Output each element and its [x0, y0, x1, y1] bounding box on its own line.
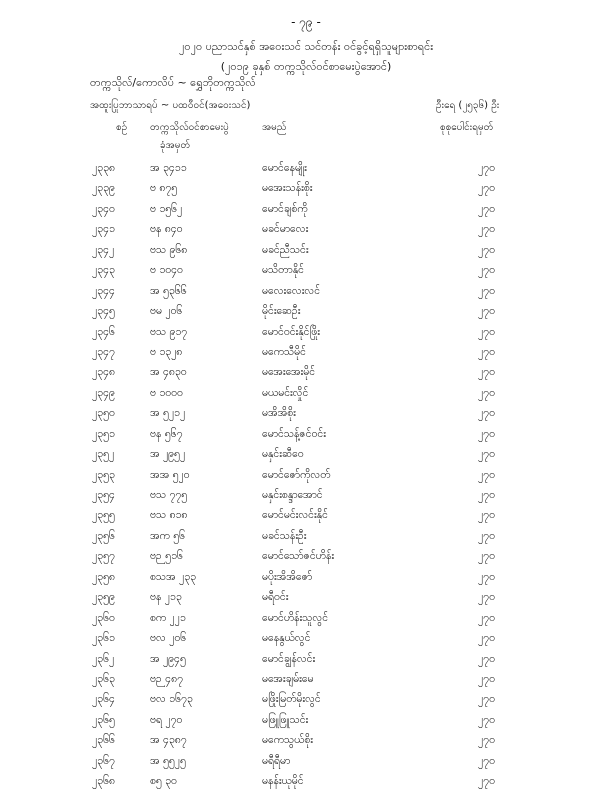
- roll-number: အ ၂၉၅၂: [150, 448, 186, 461]
- total-marks: ၂၇၀: [478, 550, 495, 563]
- student-name: မနှင်းစန္ဒာအောင်: [262, 489, 323, 501]
- roll-number: ဗ ၁၀၀၀: [150, 386, 183, 399]
- roll-number: ဗဉ ၅၁၆: [150, 550, 183, 563]
- student-name: မောင်ဝင်းနိုင်ဖြိုး: [262, 325, 320, 338]
- total-marks: ၂၇၀: [478, 407, 495, 420]
- row-number: ၂၃၄၄: [92, 284, 115, 297]
- student-name: မောင်နေမျိုး: [262, 162, 307, 174]
- total-marks: ၂၇၀: [478, 366, 495, 379]
- page-number: - ၇၉ -: [291, 15, 321, 29]
- row-number: ၂၃၃၉: [92, 182, 115, 195]
- total-marks: ၂၇၀: [478, 202, 495, 215]
- table-row: [0, 260, 612, 280]
- results-table: [0, 158, 612, 792]
- total-marks: ၂၇၀: [478, 652, 495, 665]
- document-subtitle: (၂၀၁၉ ခုနှစ် တက္ကသိုလ်ဝင်စာမေးပွဲအောင်): [220, 60, 392, 73]
- row-number: ၂၃၄၉: [92, 386, 115, 399]
- total-marks: ၂၇၀: [478, 775, 495, 788]
- table-row: [0, 403, 612, 423]
- student-name: မပိုးအိအိဇော်: [262, 570, 313, 583]
- roll-number: ဗသ ၉၁၇: [150, 325, 188, 338]
- row-number: ၂၃၃၈: [92, 162, 115, 174]
- roll-number: ဗလ ၁၆၇၃: [150, 693, 193, 706]
- row-number: ၂၃၆၇: [92, 754, 115, 767]
- total-marks: ၂၇၀: [478, 427, 495, 440]
- table-row: [0, 771, 612, 791]
- table-row: [0, 730, 612, 750]
- total-marks: ၂၇၀: [478, 264, 495, 277]
- student-name: မရီရီမာ: [262, 754, 291, 767]
- roll-number: အ ၃၄၁၁: [150, 162, 187, 174]
- student-name: မောင်သော်ဇင်ဟိန်း: [262, 550, 335, 563]
- roll-number: စ၅ ၃၀: [150, 775, 177, 788]
- row-number: ၂၃၄၂: [92, 243, 115, 256]
- student-name: မယမင်းလှိုင်: [262, 386, 309, 399]
- document-title: ၂၀၂၀ ပညာသင်နှစ် အဝေးသင် သင်တန်း ဝင်ခွင့်ရရှိသူများစာရင်း: [178, 40, 433, 53]
- student-name: မအေးချမ်းမေ: [262, 672, 314, 685]
- total-marks: ၂၇၀: [478, 591, 495, 604]
- roll-number: ဗရ ၂၇၀: [150, 713, 183, 726]
- roll-number: ဗသ ၇၇၅: [150, 489, 188, 501]
- table-row: [0, 567, 612, 587]
- table-row: [0, 587, 612, 607]
- row-number: ၂၃၄၆: [92, 325, 115, 338]
- row-number: ၂၃၅၇: [92, 550, 115, 563]
- student-name: မအိအိစိုး: [262, 407, 296, 420]
- table-row: [0, 505, 612, 525]
- row-number: ၂၃၄၀: [92, 202, 115, 215]
- row-number: ၂၃၅၄: [92, 489, 115, 501]
- row-number: ၂၃၅၂: [92, 448, 115, 461]
- roll-number: အ ၅၅၂၅: [150, 754, 186, 767]
- roll-number: အအ ၅၂၀: [150, 468, 190, 481]
- column-header-roll-sub: ခုံအမှတ်: [160, 140, 191, 151]
- student-name: မောင်ဇော်ကိုလတ်: [262, 468, 331, 481]
- student-name: မခင်မာလေး: [262, 223, 309, 236]
- table-row: [0, 526, 612, 546]
- roll-number: စက ၂၂၁: [150, 611, 186, 624]
- table-row: [0, 608, 612, 628]
- table-row: [0, 485, 612, 505]
- table-row: [0, 383, 612, 403]
- table-row: [0, 649, 612, 669]
- column-header-roll: တက္ကသိုလ်ဝင်စာမေးပွဲ: [150, 122, 229, 133]
- roll-number: ဗ ၁၃၂၈: [150, 345, 183, 358]
- row-number: ၂၃၅၅: [92, 509, 115, 522]
- table-row: [0, 301, 612, 321]
- total-marks: ၂၇၀: [478, 570, 495, 583]
- total-marks: ၂၇၀: [478, 693, 495, 706]
- table-row: [0, 199, 612, 219]
- table-row: [0, 444, 612, 464]
- student-name: မောင်ချွန်လင်း: [262, 652, 316, 665]
- student-name: မကေသီမိုင်: [262, 345, 306, 358]
- student-name: မခင်ညီသင်း: [262, 243, 309, 256]
- roll-number: အ ၅၂၁၂: [150, 407, 186, 420]
- row-number: ၂၃၆၅: [92, 713, 115, 726]
- table-row: [0, 628, 612, 648]
- roll-number: အက ၅၆: [150, 529, 186, 542]
- student-name: မဖြူဖြူသင်း: [262, 713, 309, 726]
- row-number: ၂၃၆၈: [92, 775, 115, 788]
- student-name: မောင်ဟိန်းသူလွင်: [262, 611, 329, 624]
- table-row: [0, 342, 612, 362]
- row-number: ၂၃၄၅: [92, 305, 115, 318]
- roll-number: အ ၂၉၄၅: [150, 652, 186, 665]
- total-marks: ၂၇၀: [478, 529, 495, 542]
- row-number: ၂၃၄၇: [92, 345, 115, 358]
- total-marks: ၂၇၀: [478, 611, 495, 624]
- roll-number: ဗန ၅၆၇: [150, 427, 183, 440]
- student-name: မကေသွယ်စိုး: [262, 734, 313, 747]
- column-header-no: စဉ်: [116, 122, 128, 133]
- roll-number: ဗ ၈၇၅: [150, 182, 178, 195]
- total-marks: ၂၇၀: [478, 325, 495, 338]
- roll-number: ဗသ ၉၆၈: [150, 243, 188, 256]
- student-name: မရီဝင်း: [262, 591, 289, 604]
- student-name: မအေးအေးမိုင်: [262, 366, 316, 379]
- total-marks: ၂၇၀: [478, 672, 495, 685]
- roll-number: အ ၄၃၈၇: [150, 734, 187, 747]
- row-number: ၂၃၆၂: [92, 652, 115, 665]
- student-name: မိုင်းဆေဦး: [262, 305, 301, 318]
- roll-number: ဗန ၈၄၀: [150, 223, 183, 236]
- total-marks: ၂၇၀: [478, 734, 495, 747]
- table-row: [0, 178, 612, 198]
- table-row: [0, 158, 612, 178]
- roll-number: ဗဉ ၄၈၇: [150, 672, 183, 685]
- total-marks: ၂၇၀: [478, 509, 495, 522]
- total-marks: ၂၇၀: [478, 489, 495, 501]
- roll-number: အ ၅၃၆၆: [150, 284, 187, 297]
- roll-number: ဗသ ၈၁၈: [150, 509, 188, 522]
- roll-number: ဗ ၁၅၆၂: [150, 202, 183, 215]
- total-marks: ၂၇၀: [478, 162, 495, 174]
- row-number: ၂၃၅၁: [92, 427, 115, 440]
- table-row: [0, 424, 612, 444]
- table-row: [0, 751, 612, 771]
- table-row: [0, 546, 612, 566]
- student-name: မခင်သန်းဦး: [262, 529, 307, 542]
- row-number: ၂၃၄၈: [92, 366, 115, 379]
- student-name: မောင်ချစ်ကို: [262, 202, 308, 215]
- roll-number: စသအ ၂၃၃: [150, 570, 197, 583]
- table-row: [0, 219, 612, 239]
- student-name: မနေနွယ်လွင်: [262, 632, 311, 645]
- table-row: [0, 362, 612, 382]
- total-marks: ၂၇၀: [478, 223, 495, 236]
- student-name: မလေးလေးလင်: [262, 284, 321, 297]
- total-marks: ၂၇၀: [478, 386, 495, 399]
- roll-number: အ ၄၈၃၀: [150, 366, 187, 379]
- total-marks: ၂၇၀: [478, 345, 495, 358]
- table-row: [0, 710, 612, 730]
- student-name: မောင်မင်းလင်းနိုင်: [262, 509, 328, 522]
- student-name: မောင်သန့်ဇင်ဝင်း: [262, 427, 326, 440]
- total-marks: ၂၇၀: [478, 468, 495, 481]
- table-row: [0, 240, 612, 260]
- student-name: မနှင်းဆီဝေ: [262, 448, 304, 461]
- total-marks: ၂၇၀: [478, 632, 495, 645]
- table-row: [0, 322, 612, 342]
- roll-number: ဗလ ၂၀၆: [150, 632, 187, 645]
- roll-number: ဗ ၁၀၄၀: [150, 264, 183, 277]
- total-marks: ၂၇၀: [478, 305, 495, 318]
- row-number: ၂၃၆၃: [92, 672, 115, 685]
- row-number: ၂၃၅၀: [92, 407, 115, 420]
- row-number: ၂၃၆၀: [92, 611, 115, 624]
- student-name: မဖြိုးမြတ်မိုးလွင်: [262, 693, 321, 706]
- roll-number: ဗန ၂၁၃: [150, 591, 182, 604]
- row-number: ၂၃၅၃: [92, 468, 115, 481]
- total-marks: ၂၇၀: [478, 243, 495, 256]
- table-row: [0, 669, 612, 689]
- total-count-heading: ဦးရေ (၂၅၃၆) ဦး: [436, 100, 500, 111]
- table-row: [0, 465, 612, 485]
- row-number: ၂၃၄၃: [92, 264, 115, 277]
- student-name: မသိတာနိုင်: [262, 264, 304, 277]
- total-marks: ၂၇၀: [478, 713, 495, 726]
- row-number: ၂၃၆၄: [92, 693, 115, 706]
- roll-number: ဗမ ၂၀၆: [150, 305, 183, 318]
- row-number: ၂၃၆၁: [92, 632, 115, 645]
- total-marks: ၂၇၀: [478, 754, 495, 767]
- total-marks: ၂၇၀: [478, 448, 495, 461]
- row-number: ၂၃၄၁: [92, 223, 115, 236]
- row-number: ၂၃၅၆: [92, 529, 115, 542]
- row-number: ၂၃၆၆: [92, 734, 115, 747]
- course-heading: အထူးပြုဘာသာရပ် ~ ပထဝီဝင်(အဝေးသင်): [90, 100, 251, 111]
- total-marks: ၂၇၀: [478, 182, 495, 195]
- student-name: မနန်းယုမိုင်: [262, 775, 304, 788]
- student-name: မအေးသန်းစိုး: [262, 182, 313, 195]
- total-marks: ၂၇၀: [478, 284, 495, 297]
- row-number: ၂၃၅၉: [92, 591, 115, 604]
- column-header-name: အမည်: [262, 122, 287, 133]
- table-row: [0, 689, 612, 709]
- university-line: တက္ကသိုလ်/ကောလိပ် ~ ရွှေဘိုတက္ကသိုလ်: [90, 76, 256, 89]
- column-header-marks: စုစုပေါင်းရမှတ်: [440, 122, 494, 133]
- table-row: [0, 281, 612, 301]
- row-number: ၂၃၅၈: [92, 570, 115, 583]
